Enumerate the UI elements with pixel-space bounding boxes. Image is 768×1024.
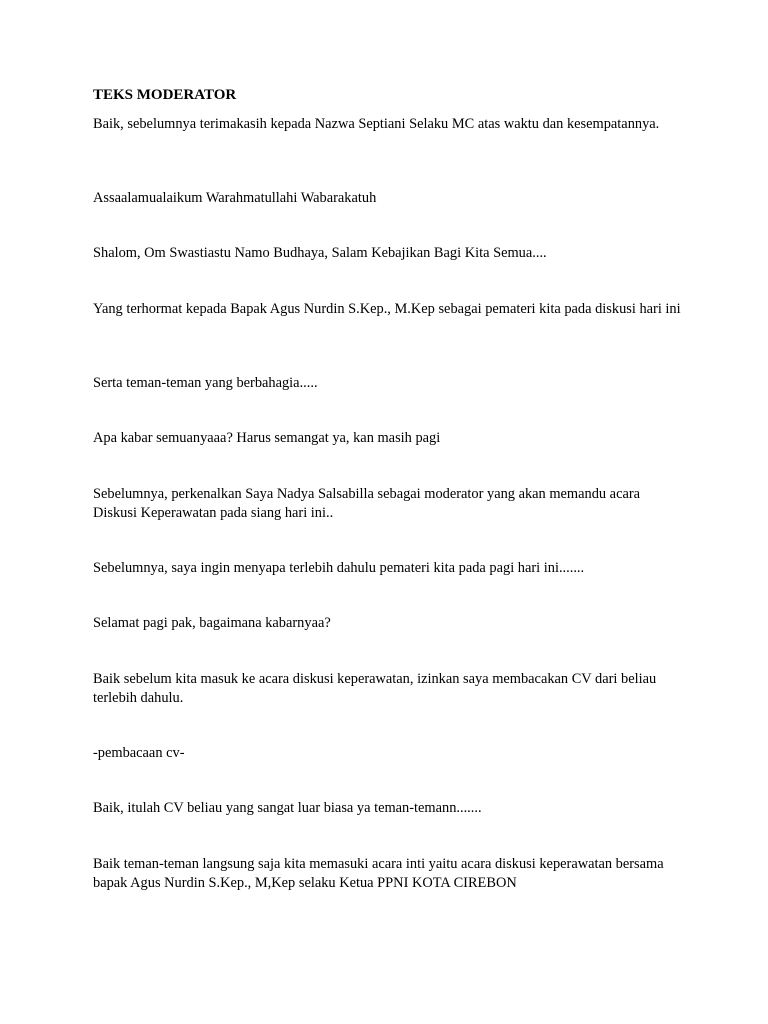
paragraph-selamat-pagi: Selamat pagi pak, bagaimana kabarnyaa? xyxy=(93,615,331,631)
paragraph-pembacaan-cv: -pembacaan cv- xyxy=(93,745,185,761)
paragraph-itulah-cv: Baik, itulah CV beliau yang sangat luar biasa ya teman-temann....... xyxy=(93,800,482,816)
paragraph-apa-kabar: Apa kabar semuanyaaa? Harus semangat ya, kan masih pagi xyxy=(93,430,441,446)
paragraph-salam: Assaalamualaikum Warahmatullahi Wabarakatuh xyxy=(93,190,377,206)
paragraph-thanks-mc: Baik, sebelumnya terimakasih kepada Nazwa Septiani Selaku MC atas waktu dan kesempatannya. xyxy=(93,116,660,132)
paragraph-perkenalan: Sebelumnya, perkenalkan Saya Nadya Salsabilla sebagai moderator yang akan memandu acara Diskusi Keperawatan pada siang hari ini.. xyxy=(93,486,641,521)
document-title: TEKS MODERATOR xyxy=(93,87,237,103)
paragraph-shalom: Shalom, Om Swastiastu Namo Budhaya, Salam Kebajikan Bagi Kita Semua.... xyxy=(93,245,547,261)
paragraph-acara-inti: Baik teman-teman langsung saja kita memasuki acara inti yaitu acara diskusi keperawatan bersama bapak Agus Nurdin S.Kep., M,Kep selaku Ketua PPNI KOTA CIREBON xyxy=(93,856,664,891)
paragraph-cv-intro: Baik sebelum kita masuk ke acara diskusi keperawatan, izinkan saya membacakan CV dari beliau terlebih dahulu. xyxy=(93,671,657,706)
paragraph-menyapa: Sebelumnya, saya ingin menyapa terlebih dahulu pemateri kita pada pagi hari ini....... xyxy=(93,560,585,576)
paragraph-yang-terhormat: Yang terhormat kepada Bapak Agus Nurdin S.Kep., M.Kep sebagai pemateri kita pada diskusi hari ini xyxy=(93,301,681,317)
paragraph-serta-teman: Serta teman-teman yang berbahagia..... xyxy=(93,375,318,391)
